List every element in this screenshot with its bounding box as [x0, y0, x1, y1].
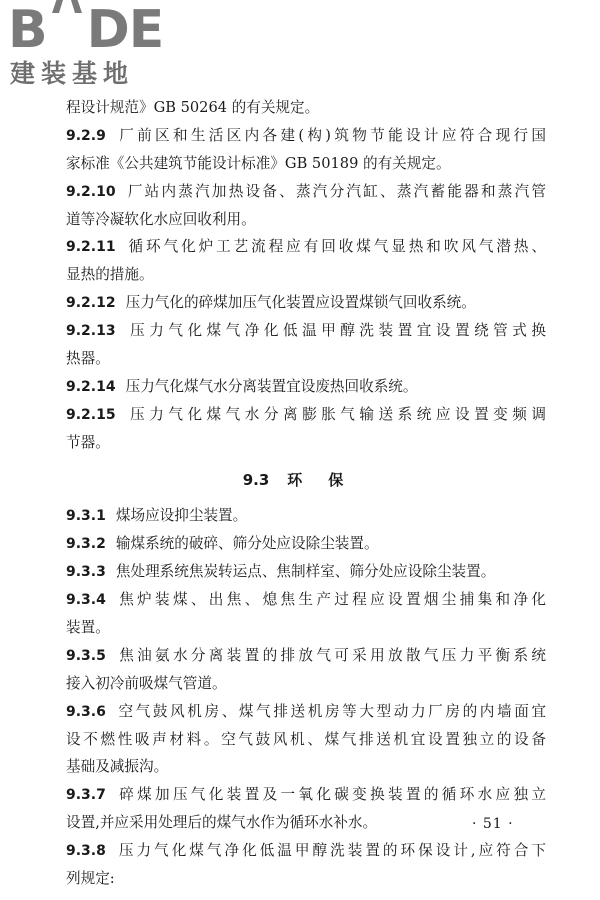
clause-line [66, 502, 546, 530]
clause-line [66, 178, 546, 206]
bade-watermark-logo [8, 0, 178, 88]
clause-continuation-line [66, 150, 546, 178]
clause-line [66, 122, 546, 150]
clause-text: 压力气化煤气水分离膨胀气输送系统应设置变频调 [125, 405, 546, 423]
clause-continuation-line [66, 206, 546, 234]
section-number: 9.3 [242, 470, 270, 489]
section-9-3-body [66, 502, 546, 892]
clause-text: 压力气化煤气净化低温甲醇洗装置的环保设计,应符合下 [115, 842, 546, 860]
clause-line [66, 317, 546, 345]
section-9-2-continued [66, 94, 546, 457]
watermark-brand [8, 0, 164, 60]
clause-text: 压力气化煤气水分离装置宜设废热回收系统。 [125, 377, 418, 395]
clause-text: 节器。 [66, 433, 110, 451]
clause-text: 煤场应设抑尘装置。 [115, 507, 248, 525]
clause-text: 焦处理系统焦炭转运点、焦制样室、筛分处应设除尘装置。 [115, 563, 496, 581]
clause-number: 9.3.5 [66, 647, 106, 664]
clause-number: 9.2.12 [66, 295, 116, 312]
clause-text: 设置,并应采用处理后的煤气水作为循环水补水。 [66, 814, 378, 832]
clause-text: 输煤系统的破碎、筛分处应设除尘装置。 [115, 535, 379, 553]
document-body [66, 94, 546, 893]
section-title: 环保 [287, 470, 370, 489]
clause-text: 厂站内蒸汽加热设备、蒸汽分汽缸、蒸汽蓄能器和蒸汽管 [125, 182, 546, 200]
clause-text: 道等冷凝软化水应回收利用。 [66, 210, 256, 228]
clause-line [66, 558, 546, 586]
clause-text: 压力气化的碎煤加压气化装置应设置煤锁气回收系统。 [125, 294, 476, 312]
clause-text: 厂前区和生活区内各建(构)筑物节能设计应符合现行国 [115, 126, 546, 144]
clause-line [66, 373, 546, 401]
clause-number: 9.3.8 [66, 843, 106, 860]
clause-continuation-line [66, 261, 546, 289]
clause-text: 热器。 [66, 350, 110, 368]
clause-number: 9.2.15 [66, 406, 116, 423]
clause-number: 9.3.7 [66, 787, 106, 804]
clause-line [66, 781, 546, 809]
clause-text: 碎煤加压气化装置及一氧化碳变换装置的循环水应独立 [115, 786, 546, 804]
clause-line [66, 289, 546, 317]
clause-text: 装置。 [66, 619, 110, 637]
clause-continuation-line [66, 614, 546, 642]
clause-line [66, 233, 546, 261]
clause-number: 9.2.11 [66, 239, 116, 256]
page-number: · 51 · [472, 816, 514, 832]
clause-continuation-line [66, 753, 546, 781]
clause-number: 9.3.2 [66, 536, 106, 553]
clause-text: 焦炉装煤、出焦、熄焦生产过程应设置烟尘捕集和净化 [115, 591, 546, 609]
clause-continuation-line [66, 429, 546, 457]
clause-text: 设不燃性吸声材料。空气鼓风机、煤气排送机宜设置独立的设备 [66, 730, 546, 748]
section-heading-9-3 [66, 467, 546, 495]
clause-line [66, 698, 546, 726]
clause-continuation-line [66, 345, 546, 373]
clause-continuation-line [66, 94, 546, 122]
clause-line [66, 586, 546, 614]
clause-number: 9.3.1 [66, 508, 106, 525]
clause-line [66, 530, 546, 558]
clause-text: 家标准《公共建筑节能设计标准》GB 50189 的有关规定。 [66, 154, 451, 172]
clause-number: 9.2.9 [66, 127, 106, 144]
watermark-subtitle: 建装基地 [10, 59, 135, 88]
clause-number: 9.3.4 [66, 592, 106, 609]
clause-text: 焦油氨水分离装置的排放气可采用放散气压力平衡系统 [115, 646, 546, 664]
clause-line [66, 642, 546, 670]
clause-text: 压力气化煤气净化低温甲醇洗装置宜设置绕管式换 [125, 322, 546, 340]
clause-number: 9.2.10 [66, 183, 116, 200]
clause-text: 显热的措施。 [66, 266, 154, 284]
clause-line [66, 401, 546, 429]
clause-number: 9.3.3 [66, 564, 106, 581]
clause-number: 9.2.13 [66, 323, 116, 340]
clause-text: 循环气化炉工艺流程应有回收煤气显热和吹风气潜热、 [125, 238, 546, 256]
clause-number: 9.2.14 [66, 378, 116, 395]
clause-text: 程设计规范》GB 50264 的有关规定。 [66, 99, 320, 116]
clause-continuation-line [66, 726, 546, 754]
clause-line [66, 837, 546, 865]
clause-continuation-line [66, 865, 546, 893]
clause-continuation-line [66, 670, 546, 698]
watermark-a-glyph-icon [48, 7, 86, 47]
watermark-brand-suffix: DE [86, 0, 164, 60]
clause-text: 接入初冷前吸煤气管道。 [66, 674, 227, 692]
watermark-brand-prefix: B [8, 0, 47, 60]
clause-text: 列规定: [66, 870, 115, 888]
clause-text: 基础及减振沟。 [66, 758, 169, 776]
clause-text: 空气鼓风机房、煤气排送机房等大型动力厂房的内墙面宜 [115, 702, 546, 720]
clause-number: 9.3.6 [66, 703, 106, 720]
